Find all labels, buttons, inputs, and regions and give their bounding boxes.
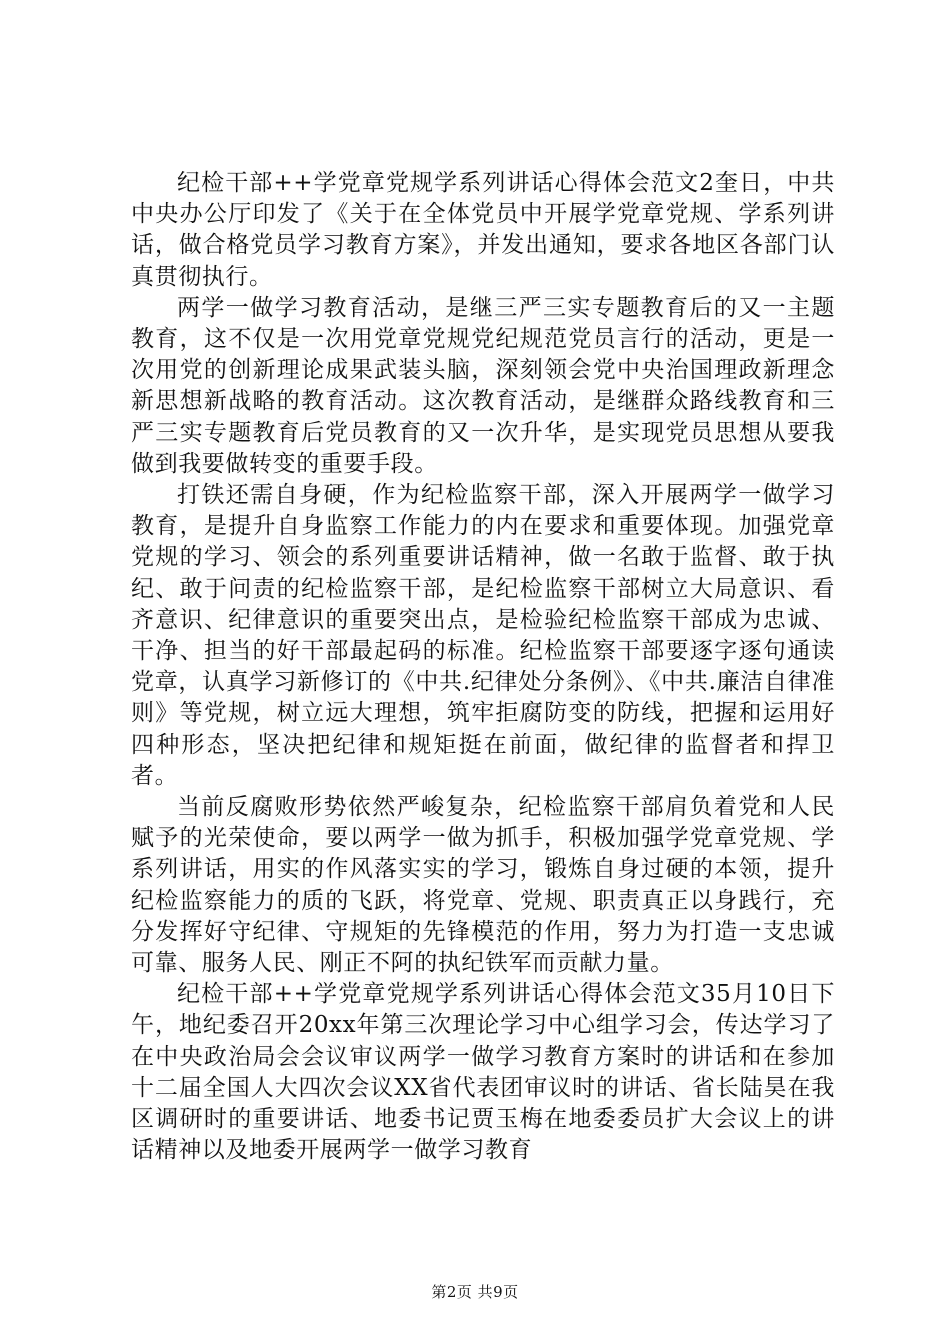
paragraph-2: 两学一做学习教育活动，是继三严三实专题教育后的又一主题教育，这不仅是一次用党章党规党纪规范党员言行的活动，更是一次用党的创新理论成果武装头脑，深刻领会党中央治国理政新理念新思想新战略的教育活动。这次教育活动，是继群众路线教育和三严三实专题教育后党员教育的又一次升华，是实现党员思想从要我做到我要做转变的重要手段。: [131, 294, 835, 477]
page-footer: 第2页 共9页: [431, 1283, 519, 1301]
paragraph-3: 打铁还需自身硬，作为纪检监察干部，深入开展两学一做学习教育，是提升自身监察工作能力的内在要求和重要体现。加强党章党规的学习、领会的系列重要讲话精神，做一名敢于监督、敢于执纪、敢于问责的纪检监察干部，是纪检监察干部树立大局意识、看齐意识、纪律意识的重要突出点，是检验纪检监察干部成为忠诚、干净、担当的好干部最起码的标准。纪检监察干部要逐字逐句通读党章，认真学习新修订的《中共.纪律处分条例》、《中共.廉洁自律准则》等党规，树立远大理想，筑牢拒腐防变的防线，把握和运用好四种形态，坚决把纪律和规矩挺在前面，做纪律的监督者和捍卫者。: [131, 482, 835, 789]
paragraph-4: 当前反腐败形势依然严峻复杂，纪检监察干部肩负着党和人民赋予的光荣使命，要以两学一做为抓手，积极加强学党章党规、学系列讲话，用实的作风落实实的学习，锻炼自身过硬的本领，提升纪检监察能力的质的飞跃，将党章、党规、职责真正以身践行，充分发挥好守纪律、守规矩的先锋模范的作用，努力为打造一支忠诚可靠、服务人民、刚正不阿的执纪铁军而贡献力量。: [131, 794, 835, 977]
paragraph-1: 纪检干部++学党章党规学系列讲话心得体会范文2奎日，中共中央办公厅印发了《关于在全体党员中开展学党章党规、学系列讲话，做合格党员学习教育方案》，并发出通知，要求各地区各部门认真贯彻执行。: [131, 170, 835, 290]
paragraph-5: 纪检干部++学党章党规学系列讲话心得体会范文35月10日下午，地纪委召开20xx年第三次理论学习中心组学习会，传达学习了在中央政治局会会议审议两学一做学习教育方案时的讲话和在参加十二届全国人大四次会议XX省代表团审议时的讲话、省长陆昊在我区调研时的重要讲话、地委书记贾玉梅在地委委员扩大会议上的讲话精神以及地委开展两学一做学习教育: [131, 981, 835, 1164]
document-body: [131, 168, 835, 1167]
